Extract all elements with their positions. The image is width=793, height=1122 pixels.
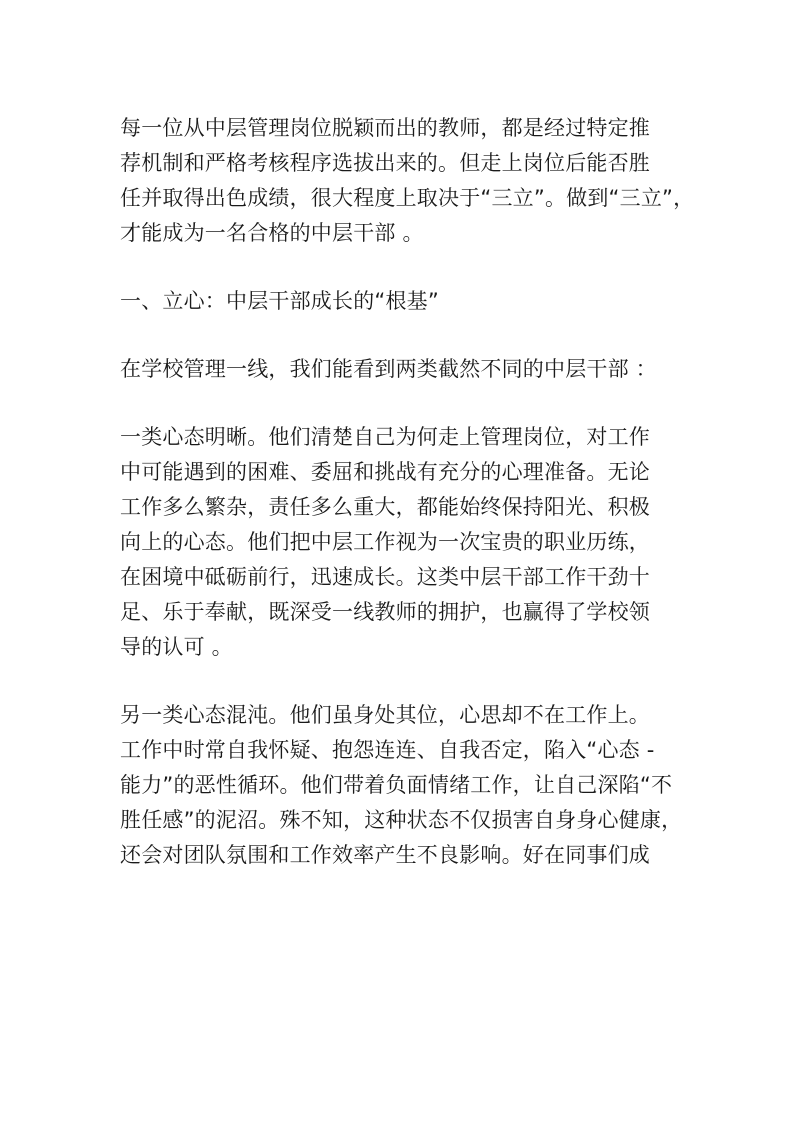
intro-paragraph [120,111,700,251]
text-line: 导的认可 。 [120,635,233,659]
lead-paragraph [120,352,700,387]
text-line: 工作中时常自我怀疑、抱怨连连、自我否定，陷入“心态 - [120,738,655,762]
text-line: 还会对团队氛围和工作效率产生不良影响。好在同事们成 [120,843,650,867]
text-line: 荐机制和严格考核程序选拔出来的。但走上岗位后能否胜 [120,151,650,175]
text-line: 向上的心态。他们把中层工作视为一次宝贵的职业历练， [120,530,650,554]
text-line: 胜任感”的泥沼。殊不知，这种状态不仅损害自身身心健康， [120,808,683,832]
heading-line: 一、立心：中层干部成长的“根基” [120,289,439,313]
text-line: 任并取得出色成绩，很大程度上取决于“三立”。做到“三立”， [120,186,695,210]
first-type-paragraph [120,420,700,665]
text-line: 才能成为一名合格的中层干部 。 [120,221,424,245]
second-type-paragraph [120,698,700,873]
text-line: 工作多么繁杂，责任多么重大，都能始终保持阳光、积极 [120,495,650,519]
section-heading [120,284,700,319]
text-line: 一类心态明晰。他们清楚自己为何走上管理岗位，对工作 [120,425,650,449]
text-line: 每一位从中层管理岗位脱颖而出的教师，都是经过特定推 [120,116,650,140]
text-line: 在学校管理一线，我们能看到两类截然不同的中层干部 ： [120,357,657,381]
text-line: 足、乐于奉献，既深受一线教师的拥护，也赢得了学校领 [120,600,650,624]
text-line: 另一类心态混沌。他们虽身处其位，心思却不在工作上。 [120,703,650,727]
text-line: 能力”的恶性循环。他们带着负面情绪工作，让自己深陷“不 [120,773,673,797]
document-body [120,111,700,906]
text-line: 中可能遇到的困难、委屈和挑战有充分的心理准备。无论 [120,460,650,484]
text-line: 在困境中砥砺前行，迅速成长。这类中层干部工作干劲十 [120,565,650,589]
